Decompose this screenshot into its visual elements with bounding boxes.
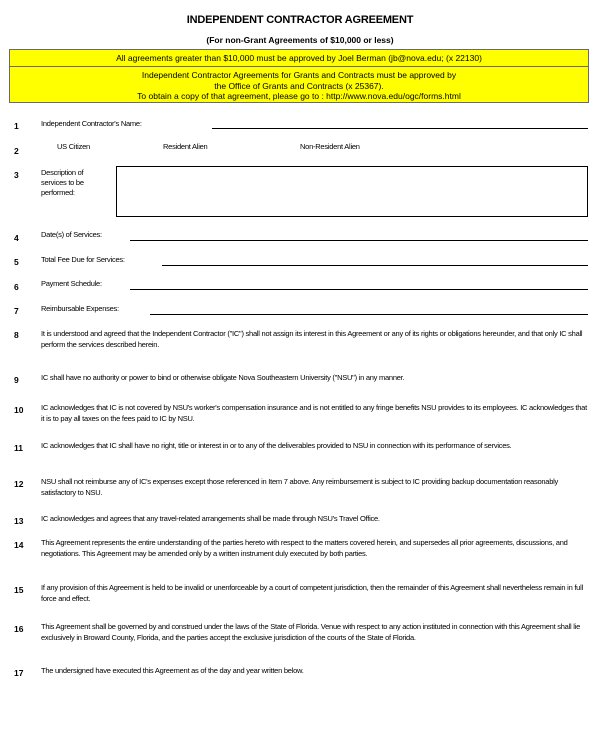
- services-description-label: Description of services to be performed:: [41, 168, 84, 197]
- services-description-box[interactable]: [116, 166, 588, 217]
- contractor-name-field[interactable]: [212, 128, 588, 129]
- payment-schedule-label: Payment Schedule:: [41, 279, 102, 288]
- clause-number: 17: [14, 668, 24, 678]
- us-citizen-option[interactable]: US Citizen: [57, 142, 90, 151]
- clause-number: 9: [14, 375, 19, 385]
- approval-notice-text: All agreements greater than $10,000 must be approved by Joel Berman (jb@nova.edu; (x 22130): [116, 53, 482, 63]
- approval-notice-banner: [9, 49, 589, 67]
- reimbursable-expenses-field[interactable]: [150, 314, 588, 315]
- clause-text: IC acknowledges that IC is not covered by NSU's worker's compensation insurance and is not entitled to any fringe benefits NSU provides to its employees. IC acknowledges that it is to pay all taxes on the fees paid to IC by NSU.: [41, 403, 587, 423]
- document-title: INDEPENDENT CONTRACTOR AGREEMENT: [186, 14, 414, 26]
- clause-number: 14: [14, 540, 24, 550]
- total-fee-label: Total Fee Due for Services:: [41, 255, 125, 264]
- clause-text: IC shall have no authority or power to bind or otherwise obligate Nova Southeastern University ("NSU") in any manner.: [41, 373, 405, 382]
- contractor-name-label: Independent Contractor's Name:: [41, 119, 142, 128]
- payment-schedule-field[interactable]: [130, 289, 588, 290]
- clause-number: 15: [14, 585, 24, 595]
- grants-notice-line: the Office of Grants and Contracts (x 25367).: [214, 80, 384, 91]
- dates-of-services-field[interactable]: [130, 240, 588, 241]
- clause-text: It is understood and agreed that the Independent Contractor ("IC") shall not assign its interest in this Agreement or any of its rights or obligations hereunder, and that only IC shall perform the services described herein.: [41, 329, 583, 349]
- reimbursable-expenses-label: Reimbursable Expenses:: [41, 304, 119, 313]
- clause-number: 10: [14, 405, 24, 415]
- clause-number: 11: [14, 443, 23, 453]
- clause-text: This Agreement represents the entire understanding of the parties hereto with respect to the matters covered herein, and supersedes all prior agreements, discussions, and negotiations. This Agreement may be amended only by a written instrument duly executed by both parties.: [41, 538, 568, 558]
- total-fee-field[interactable]: [162, 265, 588, 266]
- item-number: 5: [14, 257, 19, 267]
- forms-link-line[interactable]: To obtain a copy of that agreement, please go to : http://www.nova.edu/ogc/forms.html: [137, 91, 461, 101]
- non-resident-alien-option[interactable]: Non-Resident Alien: [300, 142, 360, 151]
- clause-text: NSU shall not reimburse any of IC's expenses except those referenced in Item 7 above. Any reimbursement is subject to IC providing backup documentation reasonably satisfactory to NSU.: [41, 477, 559, 497]
- clause-text: The undersigned have executed this Agreement as of the day and year written below.: [41, 666, 304, 675]
- item-number: 1: [14, 121, 19, 131]
- dates-of-services-label: Date(s) of Services:: [41, 230, 102, 239]
- grants-notice-line: Independent Contractor Agreements for Grants and Contracts must be approved by: [141, 70, 457, 80]
- clause-text: If any provision of this Agreement is held to be invalid or unenforceable by a court of competent jurisdiction, then the remainder of this Agreement shall nevertheless remain in full force and effect.: [41, 583, 583, 603]
- document-subtitle: (For non-Grant Agreements of $10,000 or less): [206, 35, 394, 45]
- item-number: 7: [14, 306, 19, 316]
- grants-notice-banner: [9, 66, 589, 103]
- item-number: 3: [14, 170, 19, 180]
- clause-number: 13: [14, 516, 24, 526]
- clause-number: 16: [14, 624, 24, 634]
- clause-text: This Agreement shall be governed by and construed under the laws of the State of Florida. Venue with respect to any action instituted in connection with this Agreement shall lie exclusively in Broward County, Florida, and the parties accept the exclusive jurisdiction of the courts of the State of Florida.: [41, 622, 581, 642]
- clause-number: 8: [14, 330, 19, 340]
- resident-alien-option[interactable]: Resident Alien: [163, 142, 208, 151]
- clause-number: 12: [14, 479, 24, 489]
- clause-text: IC acknowledges and agrees that any travel-related arrangements shall be made through NSU's Travel Office.: [41, 514, 380, 523]
- item-number: 2: [14, 146, 19, 156]
- item-number: 6: [14, 282, 19, 292]
- item-number: 4: [14, 233, 19, 243]
- clause-text: IC acknowledges that IC shall have no right, title or interest in or to any of the deliverables provided to NSU in connection with its performance of services.: [41, 441, 512, 450]
